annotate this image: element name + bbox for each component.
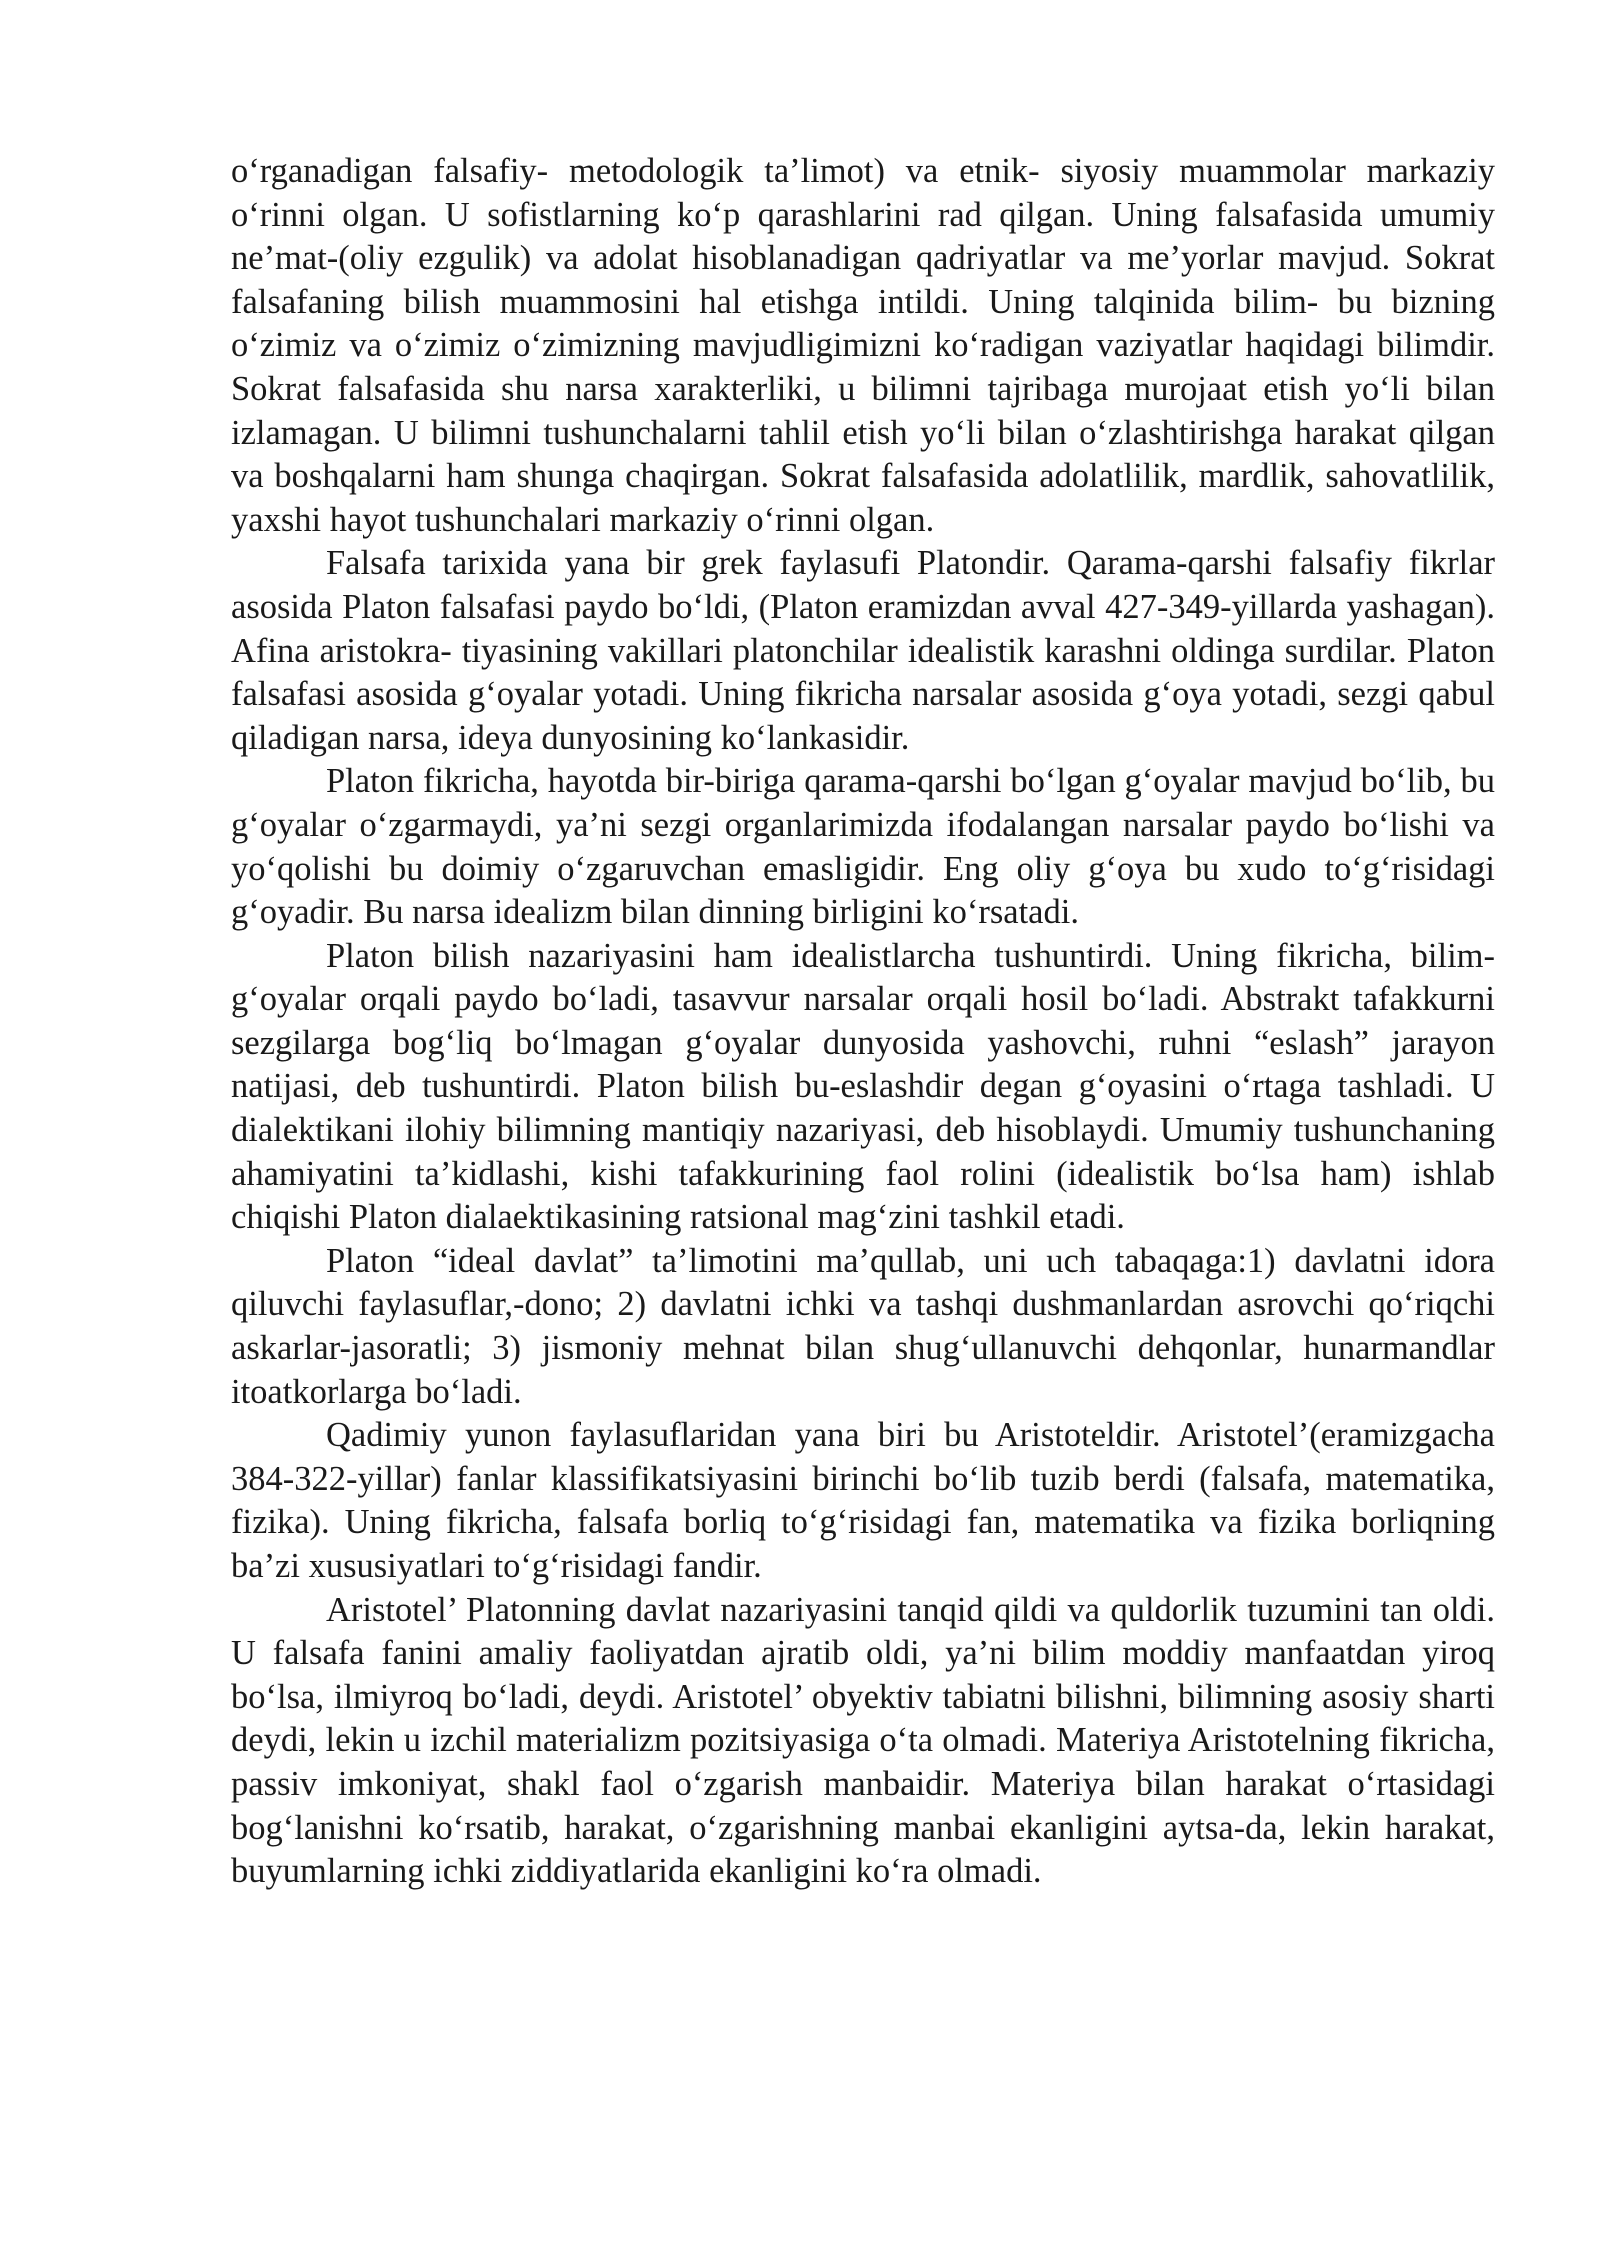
paragraph-platon-intro: Falsafa tarixida yana bir grek faylasufi Platondir. Qarama-qarshi falsafiy fikrlar asosida Platon falsafasi paydo bo‘ldi, (Platon eramizdan avval 427-349-yillarda yashagan). Afina aristokra- tiyasining vakillari platonchilar idealistik karashni oldinga surdilar. Platon falsafasi asosida g‘oyalar yotadi. Uning fikricha narsalar asosida g‘oya yotadi, sezgi qabul qiladigan narsa, ideya dunyosining ko‘lankasidir. <box>231 544 1495 757</box>
paragraph-platon-knowledge: Platon bilish nazariyasini ham idealistlarcha tushuntirdi. Uning fikricha, bilim-g‘oyalar orqali paydo bo‘ladi, tasavvur narsalar orqali hosil bo‘ladi. Abstrakt tafakkurni sezgilarga bog‘liq bo‘lmagan g‘oyalar dunyosida yashovchi, ruhni “eslash” jarayon natijasi, deb tushuntirdi. Platon bilish bu-eslashdir degan g‘oyasini o‘rtaga tashladi. U dialektikani ilohiy bilimning mantiqiy nazariyasi, deb hisoblaydi. Umumiy tushunchaning ahamiyatini ta’kidlashi, kishi tafakkurining faol rolini (idealistik bo‘lsa ham) ishlab chiqishi Platon dialaektikasining ratsional mag‘zini tashkil etadi. <box>231 936 1495 1237</box>
paragraph-aristotel-intro: Qadimiy yunon faylasuflaridan yana biri bu Aristoteldir. Aristotel’(eramizgacha 384-322-yillar) fanlar klassifikatsiyasini birinchi bo‘lib tuzib berdi (falsafa, matematika, fizika). Uning fikricha, falsafa borliq to‘g‘risidagi fan, matematika va fizika borliqning ba’zi xususiyatlari to‘g‘risidagi fandir. <box>231 1416 1495 1585</box>
paragraph-platon-ideal-state: Platon “ideal davlat” ta’limotini ma’qullab, uni uch tabaqaga:1) davlatni idora qiluvchi faylasuflar,-dono; 2) davlatni ichki va tashqi dushmanlardan asrovchi qo‘riqchi askarlar-jasoratli; 3) jismoniy mehnat bilan shug‘ullanuvchi dehqonlar, hunarmandlar itoatkorlarga bo‘ladi. <box>231 1241 1495 1411</box>
paragraph-sokrat-continuation: o‘rganadigan falsafiy- metodologik ta’limot) va etnik- siyosiy muammolar markaziy o‘rinni olgan. U sofistlarning ko‘p qarashlarini rad qilgan. Uning falsafasida umumiy ne’mat-(oliy ezgulik) va adolat hisoblanadigan qadriyatlar va me’yorlar mavjud. Sokrat falsafaning bilish muammosini hal etishga intildi. Uning talqinida bilim- bu bizning o‘zimiz va o‘zimiz o‘zimizning mavjudligimizni ko‘radigan vaziyatlar haqidagi bilimdir. Sokrat falsafasida shu narsa xarakterliki, u bilimni tajribaga murojaat etish yo‘li bilan izlamagan. U bilimni tushunchalarni tahlil etish yo‘li bilan o‘zlashtirishga harakat qilgan va boshqalarni ham shunga chaqirgan. Sokrat falsafasida adolatlilik, mardlik, sahovatlilik, yaxshi hayot tushunchalari markaziy o‘rinni olgan. <box>231 152 1495 539</box>
paragraph-aristotel-critique: Aristotel’ Platonning davlat nazariyasini tanqid qildi va quldorlik tuzumini tan oldi. U falsafa fanini amaliy faoliyatdan ajratib oldi, ya’ni bilim moddiy manfaatdan yiroq bo‘lsa, ilmiyroq bo‘ladi, deydi. Aristotel’ obyektiv tabiatni bilishni, bilimning asosiy sharti deydi, lekin u izchil materializm pozitsiyasiga o‘ta olmadi. Materiya Aristotelning fikricha, passiv imkoniyat, shakl faol o‘zgarish manbaidir. Materiya bilan harakat o‘rtasidagi bog‘lanishni ko‘rsatib, harakat, o‘zgarishning manbai ekanligini aytsa-da, lekin harakat, buyumlarning ichki ziddiyatlarida ekanligini ko‘ra olmadi. <box>231 1590 1495 1891</box>
document-page <box>231 150 1495 1894</box>
paragraph-platon-ideas: Platon fikricha, hayotda bir-biriga qarama-qarshi bo‘lgan g‘oyalar mavjud bo‘lib, bu g‘oyalar o‘zgarmaydi, ya’ni sezgi organlarimizda ifodalangan narsalar paydo bo‘lishi va yo‘qolishi bu doimiy o‘zgaruvchan emasligidir. Eng oliy g‘oya bu xudo to‘g‘risidagi g‘oyadir. Bu narsa idealizm bilan dinning birligini ko‘rsatadi. <box>231 762 1495 932</box>
